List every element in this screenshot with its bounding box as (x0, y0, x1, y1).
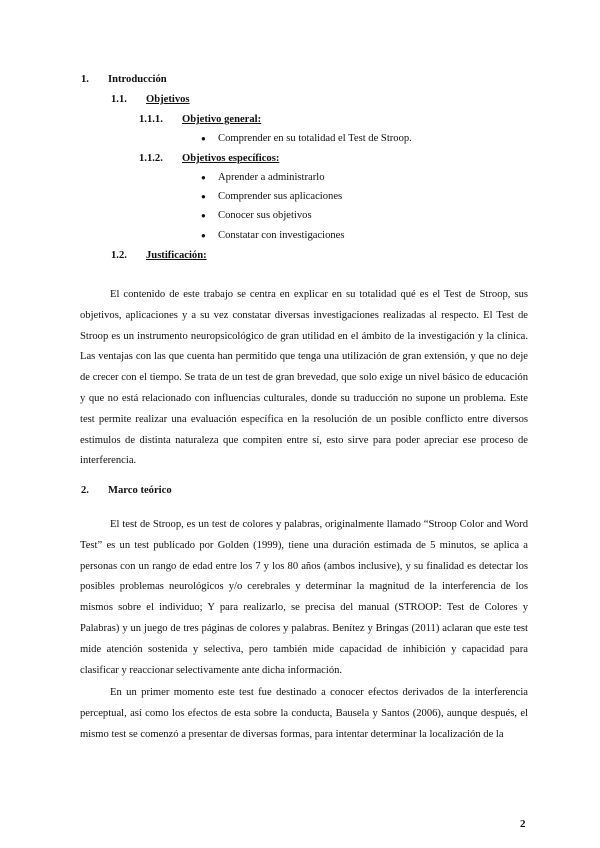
theory-paragraph-2: En un primer momento este test fue destinado a conocer efectos derivados de la interferencia perceptual, así como los efectos de esta sobre la conducta, Bausela y Santos (2006), aunque después, el mismo test se comenzó a presentar de diversas formas, para intentar determinar la localización de la (80, 687, 528, 740)
subsection-1-1-1-title: Objetivo general: (182, 114, 262, 125)
subsection-1-1-1-number: 1.1.1. (139, 114, 163, 125)
subsection-1-2-number: 1.2. (111, 250, 127, 261)
specific-objective-item: Comprender sus aplicaciones (218, 191, 343, 202)
page-number: 2 (520, 818, 526, 830)
justification-paragraph: El contenido de este trabajo se centra en explicar en su totalidad qué es el Test de Stroop, sus objetivos, aplicaciones y a su vez constatar diversas investigaciones realizadas al respecto. El Test de Stroop es un instrumento neuropsicológico de gran utilidad en el ámbito de la investigación y la clínica. Las ventajas con las que cuenta han permitido que tenga una utilización de gran extensión, y que no deje de crecer con el tiempo. Se trata de un test de gran brevedad, que solo exige un nivel básico de educación y que no está relacionado con influencias culturales, donde su traducción no supone un problema. Este test permite realizar una evaluación específica en la resolución de un posible conflicto entre diversos estímulos de distinta naturaleza que compiten entre sí, esto sirve para poder apreciar ese proceso de interferencia. (80, 289, 528, 467)
bullet-icon: ● (201, 134, 206, 143)
section-2-title: Marco teórico (108, 485, 172, 496)
subsection-1-1-title: Objetivos (146, 94, 190, 105)
subsection-1-1-number: 1.1. (111, 94, 127, 105)
subsection-1-1-2-title: Objetivos específicos: (182, 153, 280, 164)
bullet-icon: ● (201, 231, 206, 240)
bullet-icon: ● (201, 211, 206, 220)
subsection-1-1-2-number: 1.1.2. (139, 153, 163, 164)
general-objective-item: Comprender en su totalidad el Test de Stroop. (218, 133, 412, 144)
specific-objective-item: Aprender a administrarlo (218, 172, 325, 183)
bullet-icon: ● (201, 192, 206, 201)
theory-paragraph-1: El test de Stroop, es un test de colores y palabras, originalmente llamado “Stroop Color and Word Test” es un test publicado por Golden (1999), tiene una duración estimada de 5 minutos, se aplica a personas con un rango de edad entre los 7 y los 80 años (ambos inclusive), y su finalidad es detectar los posibles problemas neurológicos y/o cerebrales y determinar la magnitud de la interferencia de los mismos sobre el individuo; Y para realizarlo, se precisa del manual (STROOP: Test de Colores y Palabras) y un juego de tres páginas de colores y palabras. Benítez y Bringas (2011) aclaran que este test mide atención sostenida y selectiva, pero también mide capacidad de inhibición y capacidad para clasificar y reaccionar selectivamente ante dicha información. (80, 519, 528, 676)
specific-objective-item: Constatar con investigaciones (218, 230, 345, 241)
subsection-1-2-title: Justificación: (146, 250, 207, 261)
section-2-number: 2. (81, 485, 89, 496)
specific-objective-item: Conocer sus objetivos (218, 210, 312, 221)
section-1-number: 1. (81, 74, 89, 85)
bullet-icon: ● (201, 173, 206, 182)
section-1-title: Introducción (108, 74, 167, 85)
